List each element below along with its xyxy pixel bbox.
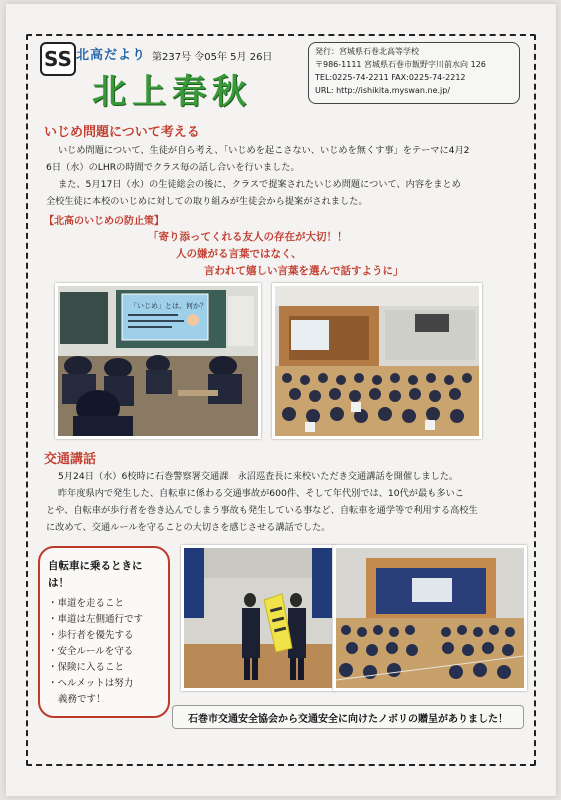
- issue-info: 第237号 令05年 5月 26日: [152, 52, 273, 63]
- rule-item: ・車道は左側通行です: [48, 614, 144, 625]
- school-logo: [40, 42, 76, 76]
- traffic-line-2: 昨年度県内で発生した、自転車に係わる交通事故が600件、そして年代別では、10代が最も多いこ: [58, 488, 464, 499]
- slide-title: 「いじめ」とは、何か？: [130, 302, 207, 310]
- school-logo-letters: SS: [44, 47, 72, 71]
- traffic-line-1: 5月24日（水）6校時に石巻警察署交通課 永沼巡査長に来校いただき交通講話を開催しました。: [58, 471, 459, 482]
- traffic-heading: 交通講話: [44, 452, 97, 467]
- url-line: URL: http://ishikita.myswan.ne.jp/: [315, 86, 451, 95]
- rule-item: ・安全ルールを守る: [48, 646, 134, 657]
- gym-illustration: [275, 286, 479, 436]
- rule-item: ・保険に入ること: [48, 662, 125, 673]
- prevention-subhead: 【北高のいじめの防止策】: [44, 216, 164, 227]
- publisher-info-box: [308, 42, 520, 104]
- photo-caption: [172, 705, 524, 729]
- bicycle-rules-list: [48, 596, 160, 708]
- rule-item: 義務です！: [58, 694, 106, 705]
- slogan-line-2: 人の嫌がる言葉ではなく、: [176, 248, 302, 260]
- newsletter-small-title: 北高だより: [76, 48, 147, 63]
- slogan-line-1: 「寄り添ってくれる友人の存在が大切！！: [148, 231, 348, 243]
- gym-assembly-photo: [272, 283, 482, 439]
- traffic-line-4: に改めて、交通ルールを守ることの大切さを感じさせる講話でした。: [46, 522, 331, 533]
- bullying-para2-line1: また、5月17日（水）の生徒総会の後に、クラスで提案されたいじめ問題について、内容をまとめ: [58, 179, 461, 190]
- address-line: 〒986-1111 宮城県石巻市飯野字川前水向 126: [315, 60, 486, 69]
- bullying-para1-line2: 6日（水）のLHRの時間でクラス毎の話し合いを行いました。: [46, 162, 300, 173]
- rule-item: ・ヘルメットは努力: [48, 678, 134, 689]
- lecture-illustration: [336, 548, 524, 688]
- classroom-illustration: [58, 286, 258, 436]
- classroom-photo: [55, 283, 261, 439]
- banner-presentation-photo: [181, 545, 335, 691]
- publisher-line: 発行：宮城県石巻北高等学校: [315, 47, 419, 56]
- banner-illustration: [184, 548, 332, 688]
- traffic-line-3: とや、自転車が歩行者を巻き込んでしまう事故も発生している事など、自転車を通学等で利用する高校生: [46, 505, 478, 516]
- slogan-line-3: 言われて嬉しい言葉を選んで話すように」: [204, 265, 404, 277]
- newsletter-title: 北上春秋: [92, 72, 252, 112]
- rule-item: ・車道を走ること: [48, 598, 125, 609]
- photo-caption-text: 石巻市交通安全協会から交通安全に向けたノボリの贈呈がありました！: [188, 713, 508, 725]
- phone-line: TEL:0225-74-2211 FAX:0225-74-2212: [315, 73, 466, 82]
- bullying-para1-line1: いじめ問題について、生徒が自ら考え、「いじめを起こさない、いじめを無くす事」をテーマに4月2: [58, 145, 470, 156]
- bullying-heading: いじめ問題について考える: [44, 125, 200, 140]
- bicycle-rules-title: 自転車に乗るときには！: [48, 560, 143, 589]
- bicycle-rules-box: [38, 546, 170, 718]
- rule-item: ・歩行者を優先する: [48, 630, 134, 641]
- traffic-lecture-photo: [333, 545, 527, 691]
- bullying-para2-line2: 全校生徒に本校のいじめに対しての取り組みが生徒会から提案がされました。: [46, 196, 368, 207]
